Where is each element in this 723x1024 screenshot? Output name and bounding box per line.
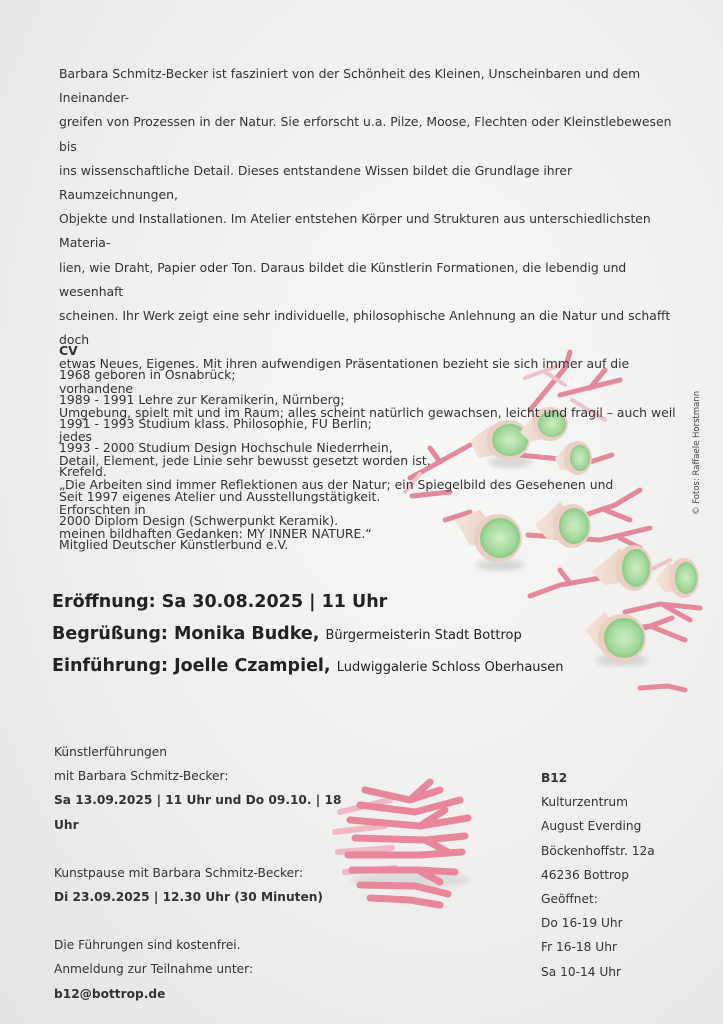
cv-list	[59, 363, 439, 557]
cv-item: 1989 - 1991 Lehre zur Keramikerin, Nürnberg;	[59, 391, 345, 407]
tours-section	[54, 740, 354, 1006]
cv-item: 2000 Diplom Design (Schwerpunkt Keramik).	[59, 513, 339, 529]
greeting-label: Begrüßung: Monika Budke,	[52, 624, 320, 644]
greeting-role: Bürgermeisterin Stadt Bottrop	[325, 628, 522, 643]
photo-credit-text: © Fotos: Raffaele Horstmann	[692, 390, 702, 515]
cv-heading: CV	[59, 343, 78, 358]
intro-role: Ludwiggalerie Schloss Oberhausen	[336, 660, 564, 675]
cv-section	[59, 339, 439, 558]
greeting-line	[52, 618, 652, 650]
event-details	[52, 586, 652, 682]
venue-line: August Everding	[541, 819, 642, 834]
quote-line: „Die Arbeiten sind immer Reflektionen aus der Natur; ein Spiegelbild des Gesehenen und Erforschten in	[59, 477, 614, 517]
register-note: Anmeldung zur Teilnahme unter:	[54, 962, 254, 977]
venue-name: B12	[541, 771, 568, 785]
venue-line: Geöffnet:	[541, 892, 598, 907]
text-line: Barbara Schmitz-Becker ist fasziniert von der Schönheit des Kleinen, Unscheinbaren und dem Ineinander-	[59, 66, 641, 106]
text-line: ins wissenschaftliche Detail. Dieses entstandene Wissen bildet die Grundlage ihrer Raumzeichnungen,	[59, 162, 573, 203]
venue-line: Fr 16-18 Uhr	[541, 940, 617, 955]
cv-item: 1991 - 1993 Studium klass. Philosophie, FU Berlin;	[59, 415, 372, 431]
text-line: greifen von Prozessen in der Natur. Sie erforscht u.a. Pilze, Moose, Flechten oder Kleinstlebewesen bis	[59, 114, 672, 154]
venue-line: 46236 Bottrop	[541, 867, 629, 882]
photo-credit	[680, 385, 702, 515]
text-line: Detail, Element, jede Linie sehr bewusst gesetzt worden ist.	[59, 453, 431, 469]
pause-date: Di 23.09.2025 | 12.30 Uhr (30 Minuten)	[54, 890, 323, 905]
cv-item: Mitglied Deutscher Künstlerbund e.V.	[59, 537, 289, 553]
intro-line	[52, 650, 652, 682]
quote-line: meinen bildhaften Gedanken: MY INNER NATURE.“	[59, 525, 372, 541]
venue-info	[541, 766, 691, 984]
opening-line: Eröffnung: Sa 30.08.2025 | 11 Uhr	[52, 592, 388, 612]
tours-subtitle: mit Barbara Schmitz-Becker:	[54, 769, 229, 784]
venue-line: Sa 10-14 Uhr	[541, 964, 622, 979]
ceramic-cup	[592, 545, 652, 591]
venue-line: Böckenhoffstr. 12a	[541, 843, 655, 858]
venue-line: Kulturzentrum	[541, 795, 629, 810]
text-line: scheinen. Ihr Werk zeigt eine sehr individuelle, philosophische Anlehnung an die Natur und schafft doch	[59, 308, 671, 348]
pink-coral-sculpture	[335, 782, 470, 905]
email-link[interactable]: b12@bottrop.de	[54, 986, 166, 1001]
pause-title: Kunstpause mit Barbara Schmitz-Becker:	[54, 865, 304, 880]
text-line: lien, wie Draht, Papier oder Ton. Daraus bildet die Künstlerin Formationen, die lebendig und wesenhaft	[59, 259, 627, 299]
intro-label: Einführung: Joelle Czampiel,	[52, 656, 331, 676]
tours-dates: Sa 13.09.2025 | 11 Uhr und Do 09.10. | 18 Uhr	[54, 793, 342, 832]
tours-title: Künstlerführungen	[54, 745, 168, 759]
cv-item: Seit 1997 eigenes Atelier und Ausstellungstätigkeit.	[59, 488, 381, 504]
text-line: Objekte und Installationen. Im Atelier entstehen Körper und Strukturen aus unterschiedlichsten Materia-	[59, 211, 651, 251]
cv-item: 1993 - 2000 Studium Design Hochschule Niederrhein, Krefeld.	[59, 440, 393, 480]
text-line: Umgebung, spielt mit und im Raum; alles scheint natürlich gewachsen, leicht und fragil – auch weil jedes	[59, 404, 676, 445]
free-note: Die Führungen sind kostenfrei.	[54, 938, 241, 953]
text-line: etwas Neues, Eigenes. Mit ihren aufwendigen Präsentationen bezieht sie sich immer auf die vorhandene	[59, 356, 630, 396]
venue-line: Do 16-19 Uhr	[541, 916, 623, 931]
cv-item: 1968 geboren in Osnabrück;	[59, 367, 236, 383]
